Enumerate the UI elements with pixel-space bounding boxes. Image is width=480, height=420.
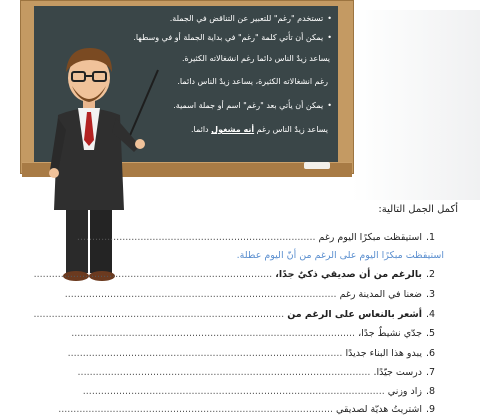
exercise-item-6: 6.يبدو هذا البناء جديدًا ........................................................................................... bbox=[67, 348, 436, 359]
exercise-item-7: 7.درست جيّدًا. ................................................................................................. bbox=[77, 367, 436, 378]
board-rule-1: • تستخدم "رغم" للتعبير عن التناقض في الجملة. bbox=[150, 13, 332, 24]
exercise-example-answer: استيقظت مبكرًا اليوم على الرغم من أنّ اليوم عطلة. bbox=[236, 250, 444, 261]
board-example-2: رغم انشغالاته الكثيرة، يساعد زيدٌ الناس دائما. bbox=[177, 77, 328, 86]
hand bbox=[135, 139, 145, 149]
board-example-3: يساعد زيدٌ الناس رغم أنه مشغول دائما. bbox=[190, 125, 328, 134]
exercise-item-4: 4.أشعر بالنعاس على الرغم من ................................................................................... bbox=[33, 309, 436, 320]
exercise-item-2: 2.بالرغم من أن صديقي ذكيٌ جدًا، ............................................................................... bbox=[33, 269, 436, 280]
exercise-item-8: 8.زاد وزني .................................................................................................... bbox=[82, 386, 436, 397]
exercise-item-9: 9.اشتريتُ هديّة لصديقي ........................................................................................... bbox=[58, 404, 436, 415]
exercise-item-1: 1.استيقظت مبكرًا اليوم رغم ............................................................................... bbox=[76, 232, 436, 243]
exercise-item-5: 5.جدّي نشيطٌ جدًا، .............................................................................................. bbox=[71, 328, 436, 339]
left-hand bbox=[49, 168, 59, 178]
exercise-item-3: 3.ضعنا في المدينة رغم .......................................................................................... bbox=[64, 289, 436, 300]
board-rule-3: • يمكن أن يأتي بعد "رغم" اسم أو جملة اسمية. bbox=[150, 100, 332, 111]
board-example-1: يساعد زيدٌ الناس دائما رغم انشغالاته الكثيرة. bbox=[181, 54, 330, 63]
exercise-heading: أكمل الجمل التالية: bbox=[378, 204, 458, 215]
background-panel bbox=[352, 10, 480, 200]
board-rule-2: • يمكن أن تأتي كلمة "رغم" في بداية الجملة أو في وسطها. bbox=[150, 32, 332, 43]
pointer-stick bbox=[128, 70, 158, 140]
chalk-piece bbox=[304, 162, 330, 169]
